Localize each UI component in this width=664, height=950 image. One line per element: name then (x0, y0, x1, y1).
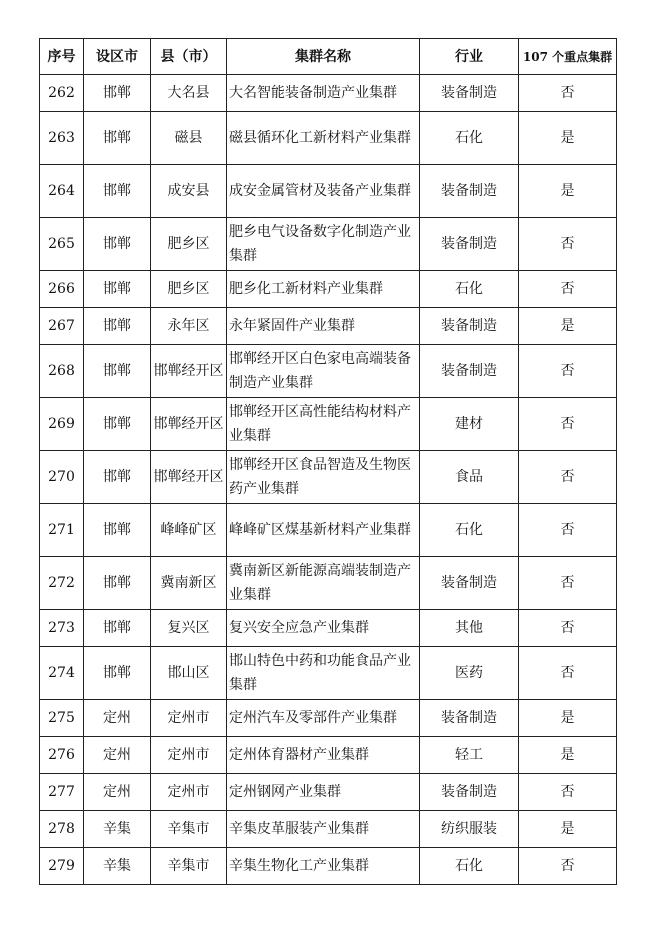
cell-city: 邯郸 (84, 557, 151, 610)
cell-seq: 275 (40, 700, 84, 737)
cell-county: 定州市 (151, 774, 227, 811)
cell-industry: 轻工 (420, 737, 519, 774)
cluster-table (39, 38, 617, 885)
cell-industry: 纺织服装 (420, 811, 519, 848)
cell-county: 肥乡区 (151, 218, 227, 271)
cell-industry: 食品 (420, 451, 519, 504)
cell-city: 邯郸 (84, 345, 151, 398)
cell-city: 辛集 (84, 811, 151, 848)
cell-key-cluster: 否 (519, 451, 617, 504)
cell-industry: 建材 (420, 398, 519, 451)
cell-industry: 石化 (420, 271, 519, 308)
table-row (40, 218, 617, 271)
cell-industry: 石化 (420, 504, 519, 557)
cell-name: 成安金属管材及装备产业集群 (227, 165, 420, 218)
cell-seq: 279 (40, 848, 84, 885)
cell-city: 邯郸 (84, 308, 151, 345)
cell-name: 定州体育器材产业集群 (227, 737, 420, 774)
cell-county: 永年区 (151, 308, 227, 345)
table-row (40, 557, 617, 610)
cell-seq: 265 (40, 218, 84, 271)
cell-seq: 267 (40, 308, 84, 345)
cell-city: 辛集 (84, 848, 151, 885)
cell-seq: 272 (40, 557, 84, 610)
cell-key-cluster: 是 (519, 112, 617, 165)
cell-key-cluster: 是 (519, 811, 617, 848)
cell-name: 峰峰矿区煤基新材料产业集群 (227, 504, 420, 557)
cell-seq: 276 (40, 737, 84, 774)
cell-key-cluster: 否 (519, 848, 617, 885)
cell-name: 邯郸经开区食品智造及生物医药产业集群 (227, 451, 420, 504)
cell-key-cluster: 是 (519, 165, 617, 218)
cell-city: 定州 (84, 700, 151, 737)
cell-city: 邯郸 (84, 451, 151, 504)
cell-seq: 274 (40, 647, 84, 700)
cell-name: 辛集生物化工产业集群 (227, 848, 420, 885)
cell-city: 定州 (84, 774, 151, 811)
cell-seq: 263 (40, 112, 84, 165)
cell-key-cluster: 否 (519, 557, 617, 610)
cell-county: 复兴区 (151, 610, 227, 647)
cell-name: 肥乡电气设备数字化制造产业集群 (227, 218, 420, 271)
cell-key-cluster: 是 (519, 737, 617, 774)
cell-seq: 278 (40, 811, 84, 848)
table-row (40, 700, 617, 737)
cell-county: 冀南新区 (151, 557, 227, 610)
cell-key-cluster: 是 (519, 308, 617, 345)
cell-city: 邯郸 (84, 271, 151, 308)
table-row (40, 308, 617, 345)
cell-industry: 装备制造 (420, 308, 519, 345)
table-row (40, 504, 617, 557)
header-county: 县（市） (151, 39, 227, 75)
table-row (40, 75, 617, 112)
cell-county: 成安县 (151, 165, 227, 218)
table-row (40, 112, 617, 165)
cell-name: 磁县循环化工新材料产业集群 (227, 112, 420, 165)
cell-city: 邯郸 (84, 610, 151, 647)
cell-seq: 269 (40, 398, 84, 451)
cell-seq: 262 (40, 75, 84, 112)
cell-seq: 270 (40, 451, 84, 504)
cell-key-cluster: 否 (519, 218, 617, 271)
cell-industry: 装备制造 (420, 218, 519, 271)
table-row (40, 737, 617, 774)
cell-name: 肥乡化工新材料产业集群 (227, 271, 420, 308)
cell-seq: 277 (40, 774, 84, 811)
table-row (40, 647, 617, 700)
cell-key-cluster: 是 (519, 700, 617, 737)
table-row (40, 848, 617, 885)
cell-industry: 医药 (420, 647, 519, 700)
cell-city: 邯郸 (84, 504, 151, 557)
cell-name: 邯山特色中药和功能食品产业集群 (227, 647, 420, 700)
cell-industry: 装备制造 (420, 165, 519, 218)
cell-industry: 石化 (420, 848, 519, 885)
header-row (40, 39, 617, 75)
cell-key-cluster: 否 (519, 271, 617, 308)
table-row (40, 398, 617, 451)
cell-industry: 其他 (420, 610, 519, 647)
cell-city: 邯郸 (84, 75, 151, 112)
table-row (40, 271, 617, 308)
cell-name: 定州汽车及零部件产业集群 (227, 700, 420, 737)
table-row (40, 610, 617, 647)
cell-city: 邯郸 (84, 112, 151, 165)
cell-key-cluster: 否 (519, 647, 617, 700)
cell-city: 邯郸 (84, 398, 151, 451)
cell-name: 邯郸经开区白色家电高端装备制造产业集群 (227, 345, 420, 398)
header-industry: 行业 (420, 39, 519, 75)
cell-city: 邯郸 (84, 647, 151, 700)
cell-county: 肥乡区 (151, 271, 227, 308)
cell-county: 邯郸经开区 (151, 398, 227, 451)
cell-city: 邯郸 (84, 165, 151, 218)
cell-seq: 271 (40, 504, 84, 557)
cell-county: 磁县 (151, 112, 227, 165)
cell-industry: 装备制造 (420, 557, 519, 610)
cell-city: 定州 (84, 737, 151, 774)
cell-name: 定州钢网产业集群 (227, 774, 420, 811)
cell-key-cluster: 否 (519, 398, 617, 451)
cell-seq: 268 (40, 345, 84, 398)
cell-name: 永年紧固件产业集群 (227, 308, 420, 345)
table-row (40, 774, 617, 811)
cell-industry: 装备制造 (420, 75, 519, 112)
table-row (40, 451, 617, 504)
cell-industry: 装备制造 (420, 345, 519, 398)
cell-county: 峰峰矿区 (151, 504, 227, 557)
cell-key-cluster: 否 (519, 610, 617, 647)
table-row (40, 345, 617, 398)
cell-name: 大名智能装备制造产业集群 (227, 75, 420, 112)
cell-industry: 装备制造 (420, 774, 519, 811)
header-key-cluster: 107 个重点集群 (519, 39, 617, 75)
cell-key-cluster: 否 (519, 774, 617, 811)
cell-name: 冀南新区新能源高端装制造产业集群 (227, 557, 420, 610)
cell-county: 辛集市 (151, 811, 227, 848)
cell-industry: 石化 (420, 112, 519, 165)
table-row (40, 811, 617, 848)
cell-county: 邯郸经开区 (151, 451, 227, 504)
cell-key-cluster: 否 (519, 504, 617, 557)
cell-key-cluster: 否 (519, 75, 617, 112)
cell-key-cluster: 否 (519, 345, 617, 398)
table-body (40, 75, 617, 885)
header-city: 设区市 (84, 39, 151, 75)
cell-seq: 266 (40, 271, 84, 308)
cell-seq: 264 (40, 165, 84, 218)
cell-county: 大名县 (151, 75, 227, 112)
cell-name: 复兴安全应急产业集群 (227, 610, 420, 647)
cell-county: 邯郸经开区 (151, 345, 227, 398)
cell-name: 辛集皮革服装产业集群 (227, 811, 420, 848)
cell-county: 定州市 (151, 737, 227, 774)
table-row (40, 165, 617, 218)
cell-county: 辛集市 (151, 848, 227, 885)
cell-county: 邯山区 (151, 647, 227, 700)
cell-city: 邯郸 (84, 218, 151, 271)
cell-seq: 273 (40, 610, 84, 647)
cell-industry: 装备制造 (420, 700, 519, 737)
cell-name: 邯郸经开区高性能结构材料产业集群 (227, 398, 420, 451)
cell-county: 定州市 (151, 700, 227, 737)
header-seq: 序号 (40, 39, 84, 75)
header-name: 集群名称 (227, 39, 420, 75)
